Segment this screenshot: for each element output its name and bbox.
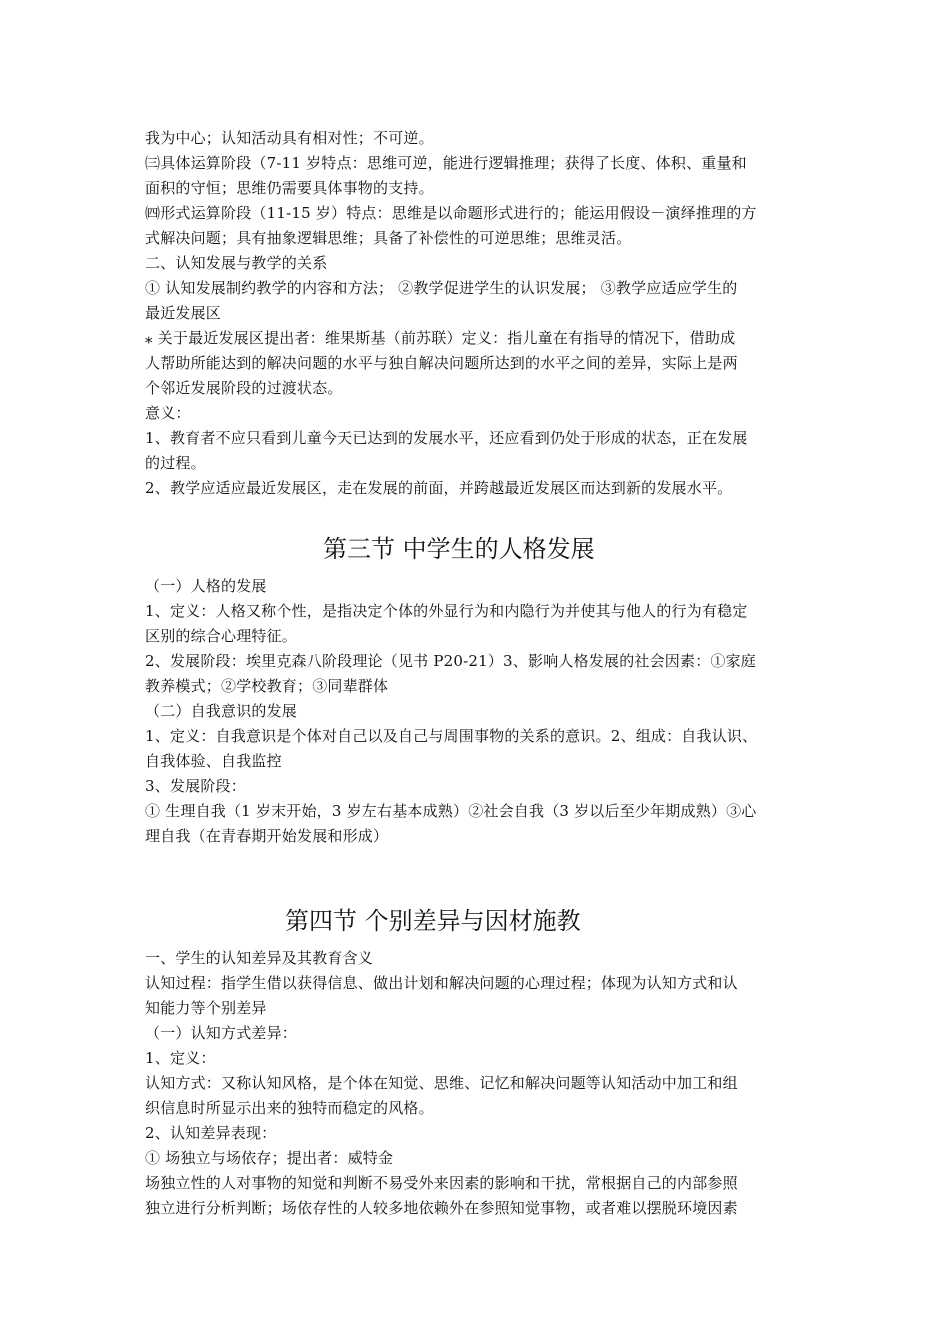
paragraph-line: 式解决问题；具有抽象逻辑思维；具备了补偿性的可逆思维；思维灵活。 [145,229,632,247]
paragraph-line: 独立进行分析判断；场依存性的人较多地依赖外在参照知觉事物，或者难以摆脱环境因素 [145,1199,738,1217]
paragraph-line: 3、发展阶段： [145,777,246,795]
paragraph-line: 1、定义：人格又称个性，是指决定个体的外显行为和内隐行为并使其与他人的行为有稳定 [145,602,748,620]
paragraph-line: ㈣形式运算阶段（11-15 岁）特点：思维是以命题形式进行的；能运用假设－演绎推理的方 [145,204,757,222]
paragraph-line: 认知过程：指学生借以获得信息、做出计划和解决问题的心理过程；体现为认知方式和认 [145,974,738,992]
paragraph-line: 最近发展区 [145,304,222,322]
paragraph-line: 知能力等个别差异 [145,999,267,1017]
paragraph-line: 织信息时所显示出来的独特而稳定的风格。 [145,1099,434,1117]
paragraph-line: 理自我（在青春期开始发展和形成） [145,827,389,845]
paragraph-line: ㈢具体运算阶段（7-11 岁特点：思维可逆，能进行逻辑推理；获得了长度、体积、重量和 [145,154,747,172]
subheading-line: （二）自我意识的发展 [145,702,298,720]
paragraph-line: ① 认知发展制约教学的内容和方法； ②教学促进学生的认识发展； ③教学应适应学生的 [145,279,738,297]
section-heading: 第三节 中学生的人格发展 [323,535,595,563]
paragraph-line: 教养模式；②学校教育；③同辈群体 [145,677,389,695]
paragraph-line: 1、定义： [145,1049,216,1067]
paragraph-line: 2、认知差异表现： [145,1124,277,1142]
paragraph-line: 自我体验、自我监控 [145,752,282,770]
paragraph-line: ① 场独立与场依存；提出者：威特金 [145,1149,394,1167]
paragraph-line: 1、定义：自我意识是个体对自己以及自己与周围事物的关系的意识。2、组成：自我认识、 [145,727,758,745]
paragraph-line: 区别的综合心理特征。 [145,627,298,645]
paragraph-line: 我为中心；认知活动具有相对性；不可逆。 [145,129,434,147]
subheading-line: （一）认知方式差异： [145,1024,298,1042]
paragraph-line: 面积的守恒；思维仍需要具体事物的支持。 [145,179,434,197]
subheading-line: 二、认知发展与教学的关系 [145,254,328,272]
paragraph-line: 认知方式：又称认知风格，是个体在知觉、思维、记忆和解决问题等认知活动中加工和组 [145,1074,738,1092]
paragraph-line: 意义： [145,404,191,422]
paragraph-line: ① 生理自我（1 岁末开始，3 岁左右基本成熟）②社会自我（3 岁以后至少年期成熟）③心 [145,802,757,820]
paragraph-line: 2、教学应适应最近发展区，走在发展的前面，并跨越最近发展区而达到新的发展水平。 [145,479,733,497]
paragraph-line: 个邻近发展阶段的过渡状态。 [145,379,343,397]
subheading-line: （一）人格的发展 [145,577,267,595]
paragraph-line: 场独立性的人对事物的知觉和判断不易受外来因素的影响和干扰，常根据自己的内部参照 [145,1174,738,1192]
paragraph-line: ⁎ 关于最近发展区提出者：维果斯基（前苏联）定义：指儿童在有指导的情况下，借助成 [145,329,736,347]
paragraph-line: 人帮助所能达到的解决问题的水平与独自解决问题所达到的水平之间的差异，实际上是两 [145,354,738,372]
paragraph-line: 1、教育者不应只看到儿童今天已达到的发展水平，还应看到仍处于形成的状态，正在发展 [145,429,748,447]
paragraph-line: 2、发展阶段：埃里克森八阶段理论（见书 P20-21）3、影响人格发展的社会因素：①家庭 [145,652,756,670]
subheading-line: 一、学生的认知差异及其教育含义 [145,949,374,967]
paragraph-line: 的过程。 [145,454,206,472]
section-heading: 第四节 个别差异与因材施教 [285,907,581,935]
